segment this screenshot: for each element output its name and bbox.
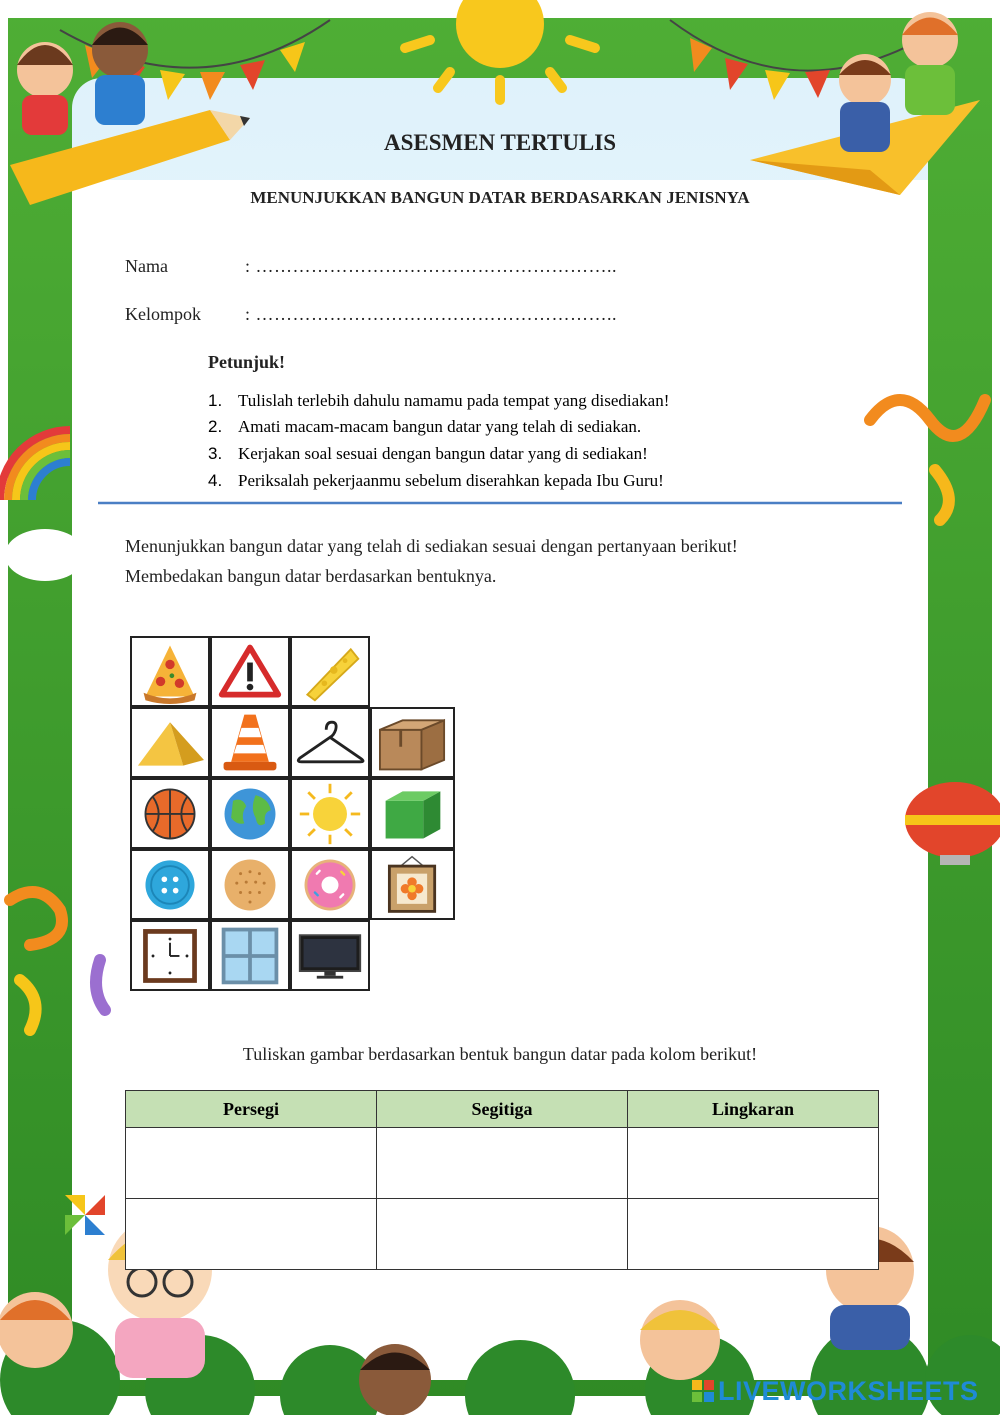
globe-icon: [210, 778, 290, 849]
name-label: Nama: [125, 256, 168, 276]
green-cube-icon: [370, 778, 455, 849]
window-icon: [210, 920, 290, 991]
name-field[interactable]: : …………………………………………………..: [245, 256, 618, 276]
cheese-wedge-icon: [290, 636, 370, 707]
liveworksheets-mark-icon: [692, 1380, 714, 1402]
answer-cell[interactable]: [377, 1199, 628, 1270]
answer-cell[interactable]: [126, 1199, 377, 1270]
question-line-2: Membedakan bangun datar berdasarkan bentuknya.: [125, 566, 497, 586]
question-line-1: Menunjukkan bangun datar yang telah di sediakan sesuai dengan pertanyaan berikut!: [125, 536, 738, 556]
donut-icon: [290, 849, 370, 920]
instruction-item: [208, 417, 641, 437]
task-prompt: Tuliskan gambar berdasarkan bentuk bangun datar pada kolom berikut!: [242, 1044, 758, 1064]
column-header-persegi: Persegi: [126, 1091, 377, 1128]
pizza-slice-icon: [130, 636, 210, 707]
round-biscuit-icon: [210, 849, 290, 920]
answer-cell[interactable]: [126, 1128, 377, 1199]
television-icon: [290, 920, 370, 991]
instruction-number: 4.: [208, 471, 223, 490]
button-icon: [130, 849, 210, 920]
flower-picture-frame-icon: [370, 849, 455, 920]
warning-sign-icon: [210, 636, 290, 707]
sun-icon: [290, 778, 370, 849]
instruction-item: [208, 444, 648, 464]
instructions-heading: Petunjuk!: [208, 352, 286, 372]
answer-table: [125, 1090, 879, 1270]
wall-clock-icon: [130, 920, 210, 991]
cardboard-box-icon: [370, 707, 455, 778]
column-header-segitiga: Segitiga: [377, 1091, 628, 1128]
answer-cell[interactable]: [377, 1128, 628, 1199]
traffic-cone-icon: [210, 707, 290, 778]
basketball-icon: [130, 778, 210, 849]
instruction-text: Amati macam-macam bangun datar yang telah di sediakan.: [238, 417, 642, 436]
instruction-text: Kerjakan soal sesuai dengan bangun datar yang di sediakan!: [238, 444, 648, 463]
instruction-item: [208, 391, 669, 411]
brand-name: LIVEWORKSHEETS: [718, 1376, 979, 1406]
pyramid-icon: [130, 707, 210, 778]
instruction-number: 2.: [208, 417, 223, 436]
instruction-number: 3.: [208, 444, 223, 463]
page-title: ASESMEN TERTULIS: [383, 130, 617, 155]
column-header-lingkaran: Lingkaran: [628, 1091, 879, 1128]
instruction-text: Tulislah terlebih dahulu namamu pada tempat yang disediakan!: [238, 391, 670, 410]
group-label: Kelompok: [125, 304, 201, 324]
answer-cell[interactable]: [628, 1128, 879, 1199]
instruction-number: 1.: [208, 391, 223, 410]
page-subtitle: MENUNJUKKAN BANGUN DATAR BERDASARKAN JENISNYA: [250, 188, 750, 207]
instruction-item: [208, 471, 664, 491]
liveworksheets-logo[interactable]: [692, 1376, 979, 1407]
clothes-hanger-icon: [290, 707, 370, 778]
answer-cell[interactable]: [628, 1199, 879, 1270]
group-field[interactable]: : …………………………………………………..: [245, 304, 618, 324]
instruction-text: Periksalah pekerjaanmu sebelum diserahkan kepada Ibu Guru!: [238, 471, 664, 490]
